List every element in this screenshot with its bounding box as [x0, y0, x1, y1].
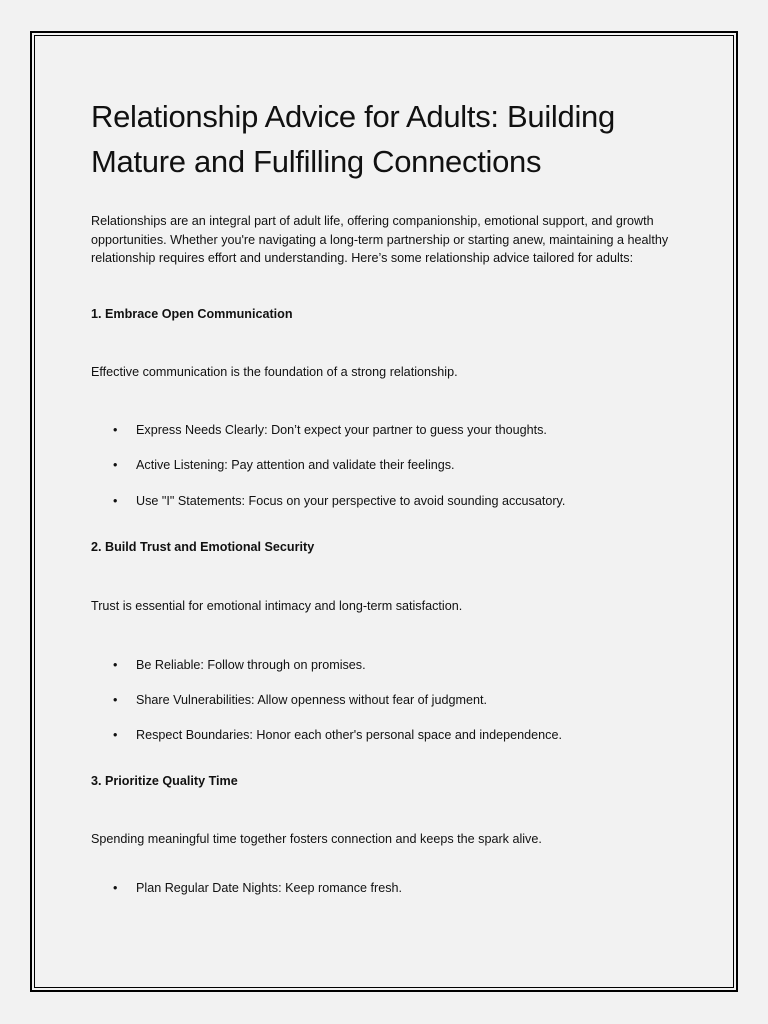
section-text: Effective communication is the foundation of a strong relationship. — [91, 364, 458, 379]
section-3 — [91, 772, 681, 897]
bullet-icon: • — [113, 727, 118, 742]
bullet-icon: • — [113, 493, 118, 508]
list-item-text: Active Listening: Pay attention and validate their feelings. — [136, 457, 455, 472]
section-text: Trust is essential for emotional intimacy and long-term satisfaction. — [91, 598, 463, 613]
bullet-icon: • — [113, 457, 118, 472]
section-heading: 3. Prioritize Quality Time — [91, 773, 238, 788]
document-body — [91, 94, 681, 897]
section-heading: 2. Build Trust and Emotional Security — [91, 539, 315, 554]
intro-paragraph: Relationships are an integral part of adult life, offering companionship, emotional support, and growth opportunities. Whether you're navigating a long-term partnership or starting anew, maintaining a healthy relationship requires effort and understanding. Here’s some relationship advice tailored for adults: — [91, 214, 669, 266]
section-1 — [91, 305, 681, 510]
section-text: Spending meaningful time together fosters connection and keeps the spark alive. — [91, 831, 542, 846]
document-title: Relationship Advice for Adults: Building Mature and Fulfilling Connections — [91, 99, 615, 179]
bullet-icon: • — [113, 880, 118, 895]
list-item-text: Respect Boundaries: Honor each other's personal space and independence. — [136, 727, 562, 742]
list-item — [91, 691, 681, 709]
list-item-text: Share Vulnerabilities: Allow openness without fear of judgment. — [136, 692, 487, 707]
section-heading: 1. Embrace Open Communication — [91, 306, 293, 321]
list-item-text: Plan Regular Date Nights: Keep romance fresh. — [136, 880, 403, 895]
list-item — [91, 656, 681, 674]
section-2 — [91, 538, 681, 744]
list-item — [91, 421, 681, 439]
list-item — [91, 726, 681, 744]
bullet-list — [91, 421, 681, 510]
list-item-text: Express Needs Clearly: Don’t expect your partner to guess your thoughts. — [136, 422, 547, 437]
list-item — [91, 456, 681, 474]
bullet-icon: • — [113, 657, 118, 672]
bullet-list — [91, 879, 681, 897]
list-item-text: Be Reliable: Follow through on promises. — [136, 657, 366, 672]
list-item — [91, 492, 681, 510]
list-item-text: Use "I" Statements: Focus on your perspective to avoid sounding accusatory. — [136, 493, 566, 508]
bullet-icon: • — [113, 422, 118, 437]
bullet-icon: • — [113, 692, 118, 707]
list-item — [91, 879, 681, 897]
bullet-list — [91, 656, 681, 744]
